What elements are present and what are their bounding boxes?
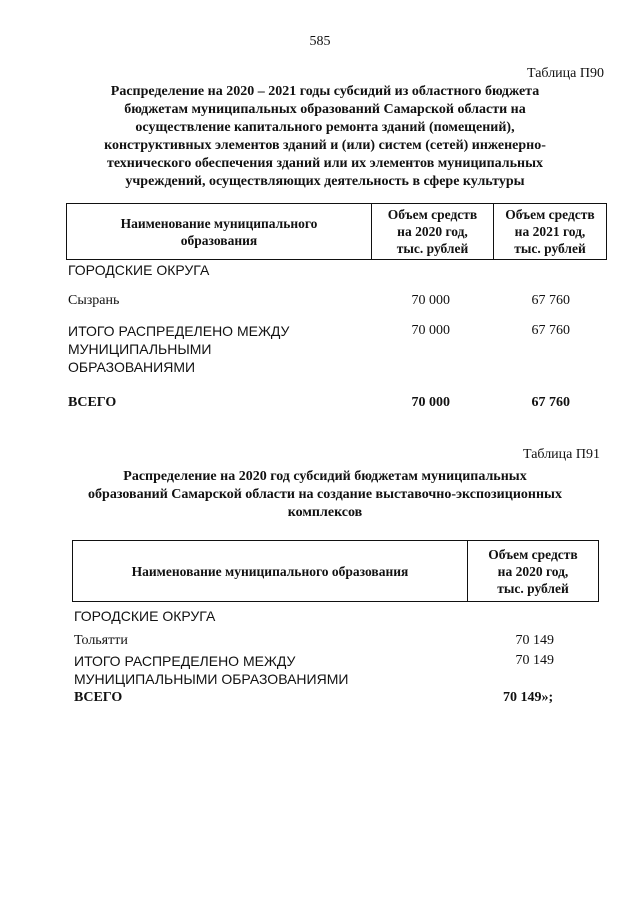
row-value-2021: 67 760 (531, 293, 570, 308)
title-line: учреждений, осуществляющих деятельность в сфере культуры (125, 174, 525, 189)
table-title-p91 (40, 468, 610, 522)
vsego-label-p90: ВСЕГО (68, 395, 117, 410)
header-2020: Объем средств на 2020 год, тыс. рублей (468, 541, 599, 602)
table-title-p90 (40, 83, 610, 191)
itogo-label-p90: ИТОГО РАСПРЕДЕЛЕНО МЕЖДУ МУНИЦИПАЛЬНЫМИ ОБРАЗОВАНИЯМИ (68, 323, 290, 375)
vsego-value-2021: 67 760 (531, 395, 570, 410)
vsego-label-p91: ВСЕГО (74, 690, 123, 705)
vsego-value-2020: 70 149»; (503, 690, 554, 705)
section-heading-p90: ГОРОДСКИЕ ОКРУГА (68, 262, 210, 278)
row-name: Сызрань (68, 293, 120, 308)
header-2021: Объем средств на 2021 год, тыс. рублей (494, 204, 607, 260)
title-line: образований Самарской области на создание выставочно-экспозиционных (88, 487, 562, 502)
table-label-p91: Таблица П91 (523, 447, 600, 462)
header-name: Наименование муниципального образования (73, 541, 468, 602)
vsego-value-2020: 70 000 (411, 395, 450, 410)
title-line: Распределение на 2020 год субсидий бюджетам муниципальных (123, 469, 527, 484)
row-value-2020: 70 000 (411, 293, 450, 308)
table-label-p90: Таблица П90 (527, 66, 604, 81)
title-line: технического обеспечения зданий или их элементов муниципальных (106, 156, 544, 171)
page-number: 585 (309, 34, 331, 49)
title-line: конструктивных элементов зданий и (или) систем (сетей) инженерно- (104, 138, 546, 153)
header-2020: Объем средств на 2020 год, тыс. рублей (372, 204, 494, 260)
title-line: комплексов (287, 505, 363, 520)
table-header-p91 (72, 540, 599, 602)
section-heading-p91: ГОРОДСКИЕ ОКРУГА (74, 608, 216, 624)
itogo-value-2020: 70 149 (515, 653, 554, 668)
table-header-p90 (66, 203, 607, 260)
itogo-value-2020: 70 000 (411, 323, 450, 338)
title-line: бюджетам муниципальных образований Самарской области на (124, 102, 526, 117)
itogo-value-2021: 67 760 (531, 323, 570, 338)
row-value-2020: 70 149 (515, 633, 554, 648)
title-line: Распределение на 2020 – 2021 годы субсидий из областного бюджета (110, 84, 540, 99)
header-name: Наименование муниципального образования (67, 204, 372, 260)
row-name: Тольятти (74, 633, 128, 648)
title-line: осуществление капитального ремонта зданий (помещений), (135, 120, 515, 135)
itogo-label-p91: ИТОГО РАСПРЕДЕЛЕНО МЕЖДУ МУНИЦИПАЛЬНЫМИ ОБРАЗОВАНИЯМИ (74, 653, 349, 687)
